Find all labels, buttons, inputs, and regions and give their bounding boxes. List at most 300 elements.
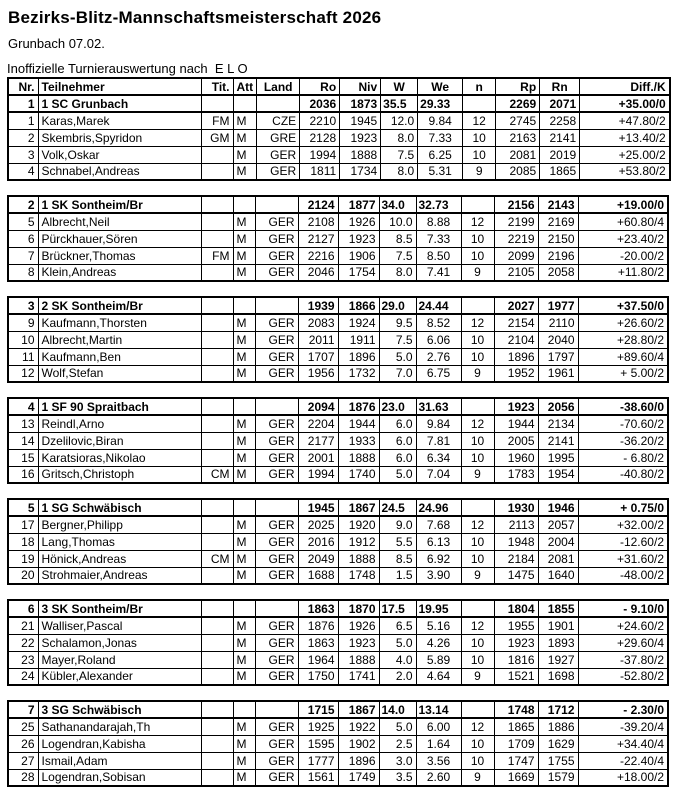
- cell-att: [233, 600, 255, 617]
- cell-tit: [201, 449, 233, 466]
- cell-diff-k: + 5.00/2: [578, 365, 668, 382]
- cell-we: 9.84: [418, 112, 463, 129]
- cell-nr: 6: [8, 600, 38, 617]
- cell-land: GER: [255, 516, 298, 533]
- cell-n: 10: [461, 651, 494, 668]
- cell-rn: 2057: [538, 516, 578, 533]
- cell-att: M: [233, 550, 255, 567]
- player-row: [8, 415, 668, 432]
- cell-niv: 1888: [338, 449, 379, 466]
- cell-att: M: [233, 415, 255, 432]
- cell-diff-k: +11.80/2: [578, 264, 668, 281]
- cell-tit: FM: [201, 247, 233, 264]
- cell-teilnehmer: Lang,Thomas: [38, 533, 201, 550]
- cell-nr: 24: [8, 668, 38, 685]
- cell-w: 14.0: [379, 701, 416, 718]
- cell-ro: 2046: [298, 264, 338, 281]
- cell-w: 5.0: [379, 718, 416, 735]
- cell-we: 6.92: [416, 550, 461, 567]
- cell-rp: 2156: [494, 196, 538, 213]
- cell-att: M: [233, 230, 255, 247]
- player-row: [8, 466, 668, 483]
- cell-w: 8.0: [381, 163, 418, 180]
- cell-att: M: [233, 735, 255, 752]
- cell-ro: 1876: [298, 617, 338, 634]
- cell-tit: [201, 516, 233, 533]
- cell-nr: 21: [8, 617, 38, 634]
- column-header-rp: Rp: [496, 78, 540, 95]
- cell-n: 12: [463, 112, 496, 129]
- player-row: [8, 567, 668, 584]
- team-block-table-5: [7, 498, 669, 585]
- cell-rp: 1955: [494, 617, 538, 634]
- cell-att: [233, 297, 255, 314]
- cell-diff-k: -39.20/4: [578, 718, 668, 735]
- cell-w: 6.0: [379, 415, 416, 432]
- cell-niv: 1732: [338, 365, 379, 382]
- cell-rp: 2113: [494, 516, 538, 533]
- cell-ro: 2210: [300, 112, 340, 129]
- cell-n: 10: [463, 129, 496, 146]
- player-row: [8, 718, 668, 735]
- team-row: [8, 196, 668, 213]
- cell-tit: [201, 213, 233, 230]
- cell-w: 8.0: [381, 129, 418, 146]
- cell-ro: 1945: [298, 499, 338, 516]
- cell-tit: [201, 264, 233, 281]
- cell-nr: 26: [8, 735, 38, 752]
- cell-w: 34.0: [379, 196, 416, 213]
- cell-teilnehmer: Kübler,Alexander: [38, 668, 201, 685]
- cell-land: GER: [255, 264, 298, 281]
- player-row: [8, 112, 670, 129]
- column-header-w: W: [381, 78, 418, 95]
- cell-w: 6.0: [379, 432, 416, 449]
- cell-tit: [201, 297, 233, 314]
- player-row: [8, 550, 668, 567]
- cell-rn: 2258: [540, 112, 580, 129]
- cell-rn: 1698: [538, 668, 578, 685]
- player-row: [8, 769, 668, 786]
- cell-teilnehmer: Logendran,Kabisha: [38, 735, 201, 752]
- cell-nr: 3: [8, 146, 38, 163]
- cell-att: M: [233, 432, 255, 449]
- cell-att: M: [233, 146, 257, 163]
- team-block-table-4: [7, 397, 669, 484]
- cell-land: GER: [255, 365, 298, 382]
- cell-rp: 2105: [494, 264, 538, 281]
- cell-att: M: [233, 331, 255, 348]
- cell-n: 10: [461, 735, 494, 752]
- cell-w: 2.0: [379, 668, 416, 685]
- cell-w: 23.0: [379, 398, 416, 415]
- cell-we: 7.41: [416, 264, 461, 281]
- cell-n: 10: [461, 634, 494, 651]
- cell-we: 4.64: [416, 668, 461, 685]
- player-row: [8, 651, 668, 668]
- cell-w: 12.0: [381, 112, 418, 129]
- player-row: [8, 735, 668, 752]
- cell-land: GER: [255, 769, 298, 786]
- cell-n: 9: [461, 567, 494, 584]
- cell-diff-k: +13.40/2: [580, 129, 670, 146]
- cell-diff-k: +47.80/2: [580, 112, 670, 129]
- cell-teilnehmer: Skembris,Spyridon: [38, 129, 201, 146]
- column-header-land: Land: [257, 78, 300, 95]
- cell-diff-k: - 2.30/0: [578, 701, 668, 718]
- cell-rn: 2040: [538, 331, 578, 348]
- cell-n: 9: [461, 264, 494, 281]
- cell-rn: 1946: [538, 499, 578, 516]
- cell-n: [461, 600, 494, 617]
- cell-tit: [201, 348, 233, 365]
- cell-rn: 2143: [538, 196, 578, 213]
- column-header-nr: Nr.: [8, 78, 38, 95]
- team-row: [8, 701, 668, 718]
- cell-rn: 1886: [538, 718, 578, 735]
- cell-rn: 2004: [538, 533, 578, 550]
- cell-we: 8.52: [416, 314, 461, 331]
- cell-nr: 10: [8, 331, 38, 348]
- cell-n: [461, 297, 494, 314]
- cell-rn: 1901: [538, 617, 578, 634]
- cell-niv: 1740: [338, 466, 379, 483]
- cell-tit: [201, 230, 233, 247]
- cell-teilnehmer: Volk,Oskar: [38, 146, 201, 163]
- cell-tit: [201, 634, 233, 651]
- cell-att: M: [233, 163, 257, 180]
- cell-land: GER: [255, 432, 298, 449]
- cell-w: 24.5: [379, 499, 416, 516]
- cell-rp: 1669: [494, 769, 538, 786]
- cell-rn: 2071: [540, 95, 580, 112]
- cell-w: 7.5: [379, 247, 416, 264]
- cell-diff-k: -48.00/2: [578, 567, 668, 584]
- cell-teilnehmer: Walliser,Pascal: [38, 617, 201, 634]
- cell-w: 7.5: [381, 146, 418, 163]
- cell-att: M: [233, 112, 257, 129]
- cell-n: 10: [461, 449, 494, 466]
- cell-rn: 2110: [538, 314, 578, 331]
- cell-land: [255, 196, 298, 213]
- cell-land: GER: [255, 668, 298, 685]
- cell-rn: 1640: [538, 567, 578, 584]
- cell-we: 7.04: [416, 466, 461, 483]
- cell-rn: 1893: [538, 634, 578, 651]
- cell-diff-k: - 6.80/2: [578, 449, 668, 466]
- cell-n: 10: [461, 752, 494, 769]
- cell-we: 5.31: [418, 163, 463, 180]
- cell-niv: 1888: [338, 651, 379, 668]
- cell-tit: [201, 146, 233, 163]
- cell-ro: 2049: [298, 550, 338, 567]
- cell-n: 9: [463, 163, 496, 180]
- cell-rp: 2154: [494, 314, 538, 331]
- cell-tit: [201, 499, 233, 516]
- cell-n: 12: [461, 314, 494, 331]
- cell-ro: 2127: [298, 230, 338, 247]
- cell-tit: [201, 668, 233, 685]
- cell-we: 7.68: [416, 516, 461, 533]
- cell-niv: 1896: [338, 348, 379, 365]
- cell-niv: 1945: [340, 112, 381, 129]
- cell-we: 2.76: [416, 348, 461, 365]
- cell-att: M: [233, 634, 255, 651]
- cell-niv: 1754: [338, 264, 379, 281]
- cell-n: 10: [463, 146, 496, 163]
- cell-ro: 2083: [298, 314, 338, 331]
- cell-w: 9.0: [379, 516, 416, 533]
- cell-tit: CM: [201, 466, 233, 483]
- player-row: [8, 331, 668, 348]
- cell-att: [233, 95, 257, 112]
- cell-rn: 1865: [540, 163, 580, 180]
- team-row: [8, 398, 668, 415]
- cell-diff-k: -22.40/4: [578, 752, 668, 769]
- cell-land: GER: [255, 331, 298, 348]
- cell-rp: 1747: [494, 752, 538, 769]
- cell-rp: 1748: [494, 701, 538, 718]
- cell-we: 6.34: [416, 449, 461, 466]
- cell-rp: 1923: [494, 398, 538, 415]
- cell-n: 9: [461, 365, 494, 382]
- player-row: [8, 533, 668, 550]
- cell-w: 8.0: [379, 264, 416, 281]
- cell-nr: 22: [8, 634, 38, 651]
- cell-land: GER: [255, 415, 298, 432]
- cell-rn: 1579: [538, 769, 578, 786]
- cell-teilnehmer: Karas,Marek: [38, 112, 201, 129]
- cell-n: 12: [461, 415, 494, 432]
- cell-niv: 1748: [338, 567, 379, 584]
- cell-we: 19.95: [416, 600, 461, 617]
- page-title: Bezirks-Blitz-Mannschaftsmeisterschaft 2026: [8, 8, 382, 27]
- cell-diff-k: +37.50/0: [578, 297, 668, 314]
- cell-rp: 2163: [496, 129, 540, 146]
- cell-teilnehmer: Schalamon,Jonas: [38, 634, 201, 651]
- cell-rn: 2196: [538, 247, 578, 264]
- cell-diff-k: +35.00/0: [580, 95, 670, 112]
- cell-land: GER: [255, 718, 298, 735]
- cell-niv: 1933: [338, 432, 379, 449]
- cell-rn: 1855: [538, 600, 578, 617]
- cell-ro: 1715: [298, 701, 338, 718]
- cell-niv: 1922: [338, 718, 379, 735]
- cell-rn: 1927: [538, 651, 578, 668]
- cell-nr: 14: [8, 432, 38, 449]
- cell-nr: 19: [8, 550, 38, 567]
- cell-niv: 1924: [338, 314, 379, 331]
- cell-diff-k: + 0.75/0: [578, 499, 668, 516]
- cell-nr: 2: [8, 196, 38, 213]
- cell-rp: 2027: [494, 297, 538, 314]
- cell-niv: 1906: [338, 247, 379, 264]
- cell-we: 3.90: [416, 567, 461, 584]
- cell-rp: 2005: [494, 432, 538, 449]
- cell-ro: 2016: [298, 533, 338, 550]
- cell-land: [255, 499, 298, 516]
- cell-teilnehmer: Kaufmann,Thorsten: [38, 314, 201, 331]
- player-row: [8, 634, 668, 651]
- cell-land: [255, 600, 298, 617]
- cell-diff-k: +26.60/2: [578, 314, 668, 331]
- player-row: [8, 516, 668, 533]
- team-block-table-6: [7, 599, 669, 686]
- cell-diff-k: +25.00/2: [580, 146, 670, 163]
- cell-n: 10: [461, 247, 494, 264]
- cell-rp: 1960: [494, 449, 538, 466]
- cell-rn: 1629: [538, 735, 578, 752]
- cell-att: [233, 196, 255, 213]
- cell-att: M: [233, 129, 257, 146]
- cell-att: [233, 398, 255, 415]
- cell-nr: 28: [8, 769, 38, 786]
- results-table-container: [7, 77, 675, 787]
- cell-we: 29.33: [418, 95, 463, 112]
- cell-tit: [201, 533, 233, 550]
- cell-n: 12: [461, 718, 494, 735]
- cell-w: 5.0: [379, 466, 416, 483]
- cell-n: 10: [461, 533, 494, 550]
- cell-n: [461, 398, 494, 415]
- cell-att: M: [233, 348, 255, 365]
- cell-niv: 1920: [338, 516, 379, 533]
- cell-tit: [201, 651, 233, 668]
- cell-ro: 1811: [300, 163, 340, 180]
- cell-ro: 2094: [298, 398, 338, 415]
- cell-diff-k: +23.40/2: [578, 230, 668, 247]
- cell-tit: [201, 735, 233, 752]
- cell-niv: 1944: [338, 415, 379, 432]
- cell-tit: [201, 617, 233, 634]
- cell-niv: 1866: [338, 297, 379, 314]
- cell-niv: 1926: [338, 617, 379, 634]
- column-header-tit: Tit.: [201, 78, 233, 95]
- cell-ro: 2001: [298, 449, 338, 466]
- cell-rn: 2134: [538, 415, 578, 432]
- cell-we: 8.50: [416, 247, 461, 264]
- player-row: [8, 668, 668, 685]
- cell-w: 1.5: [379, 567, 416, 584]
- cell-land: [257, 95, 300, 112]
- cell-teilnehmer: Reindl,Arno: [38, 415, 201, 432]
- cell-rp: 1816: [494, 651, 538, 668]
- team-block-table-7: [7, 700, 669, 787]
- column-header-ro: Ro: [300, 78, 340, 95]
- cell-land: GRE: [257, 129, 300, 146]
- cell-ro: 1750: [298, 668, 338, 685]
- cell-we: 3.56: [416, 752, 461, 769]
- cell-we: 24.96: [416, 499, 461, 516]
- cell-tit: [201, 196, 233, 213]
- cell-land: GER: [255, 247, 298, 264]
- cell-w: 9.5: [379, 314, 416, 331]
- cell-we: 5.89: [416, 651, 461, 668]
- cell-att: M: [233, 449, 255, 466]
- player-row: [8, 264, 668, 281]
- cell-att: M: [233, 567, 255, 584]
- cell-diff-k: -52.80/2: [578, 668, 668, 685]
- team-block-table-1: [7, 77, 671, 181]
- cell-ro: 1956: [298, 365, 338, 382]
- cell-niv: 1741: [338, 668, 379, 685]
- team-row: [8, 95, 670, 112]
- cell-niv: 1870: [338, 600, 379, 617]
- cell-land: GER: [255, 348, 298, 365]
- cell-w: 6.0: [379, 449, 416, 466]
- cell-att: M: [233, 617, 255, 634]
- cell-teilnehmer: Mayer,Roland: [38, 651, 201, 668]
- cell-rn: 2150: [538, 230, 578, 247]
- cell-w: 17.5: [379, 600, 416, 617]
- cell-nr: 13: [8, 415, 38, 432]
- cell-att: [233, 499, 255, 516]
- cell-diff-k: +53.80/2: [580, 163, 670, 180]
- cell-rp: 1783: [494, 466, 538, 483]
- cell-rp: 2085: [496, 163, 540, 180]
- player-row: [8, 146, 670, 163]
- cell-w: 7.0: [379, 365, 416, 382]
- cell-n: 10: [461, 331, 494, 348]
- cell-nr: 8: [8, 264, 38, 281]
- cell-we: 31.63: [416, 398, 461, 415]
- cell-we: 7.81: [416, 432, 461, 449]
- player-row: [8, 129, 670, 146]
- cell-ro: 1994: [300, 146, 340, 163]
- cell-land: GER: [255, 735, 298, 752]
- cell-we: 7.33: [418, 129, 463, 146]
- cell-rp: 2184: [494, 550, 538, 567]
- cell-n: 9: [461, 668, 494, 685]
- cell-diff-k: +31.60/2: [578, 550, 668, 567]
- cell-teilnehmer: Ismail,Adam: [38, 752, 201, 769]
- cell-nr: 4: [8, 163, 38, 180]
- cell-we: 8.88: [416, 213, 461, 230]
- cell-rp: 1944: [494, 415, 538, 432]
- cell-w: 35.5: [381, 95, 418, 112]
- cell-diff-k: +60.80/4: [578, 213, 668, 230]
- team-row: [8, 600, 668, 617]
- cell-we: 6.25: [418, 146, 463, 163]
- team-row: [8, 499, 668, 516]
- cell-rp: 1952: [494, 365, 538, 382]
- player-row: [8, 213, 668, 230]
- cell-rp: 2269: [496, 95, 540, 112]
- cell-land: GER: [255, 617, 298, 634]
- cell-n: [463, 95, 496, 112]
- cell-we: 6.13: [416, 533, 461, 550]
- cell-att: M: [233, 466, 255, 483]
- cell-niv: 1877: [338, 196, 379, 213]
- cell-nr: 1: [8, 95, 38, 112]
- cell-niv: 1902: [338, 735, 379, 752]
- cell-att: M: [233, 769, 255, 786]
- cell-niv: 1888: [340, 146, 381, 163]
- cell-diff-k: +89.60/4: [578, 348, 668, 365]
- column-header-rn: Rn: [540, 78, 580, 95]
- cell-att: M: [233, 651, 255, 668]
- cell-ro: 2177: [298, 432, 338, 449]
- cell-ro: 1707: [298, 348, 338, 365]
- cell-rp: 2745: [496, 112, 540, 129]
- cell-tit: [201, 415, 233, 432]
- cell-n: [461, 196, 494, 213]
- cell-att: M: [233, 365, 255, 382]
- cell-land: GER: [257, 163, 300, 180]
- cell-w: 8.5: [379, 230, 416, 247]
- cell-teilnehmer: Albrecht,Martin: [38, 331, 201, 348]
- cell-att: M: [233, 533, 255, 550]
